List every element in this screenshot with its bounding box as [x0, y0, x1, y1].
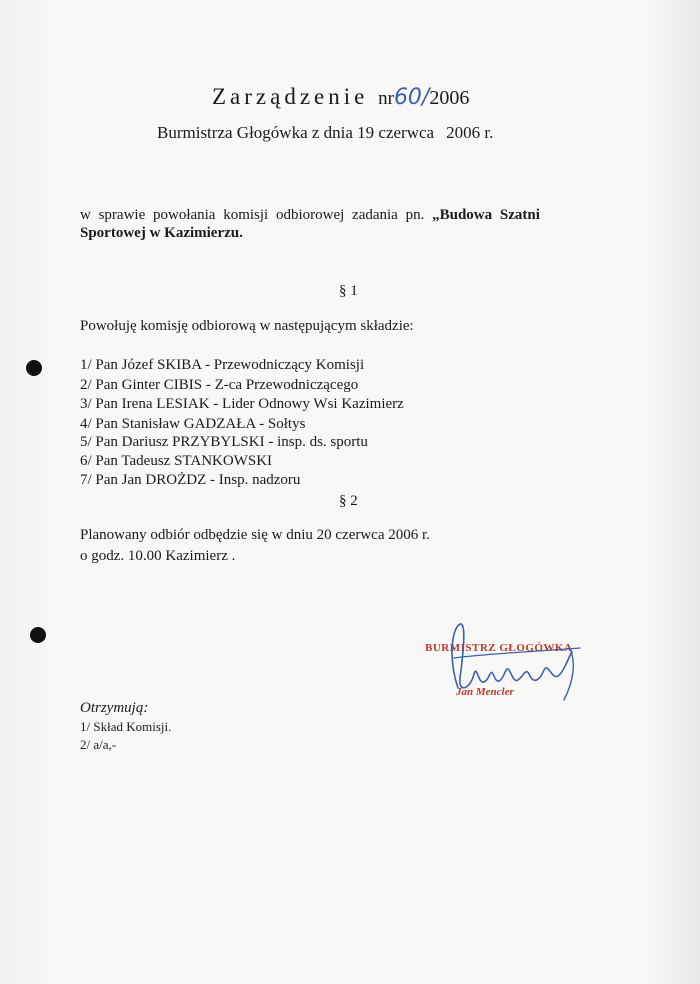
subtitle-year: 2006 r.: [446, 123, 494, 142]
member-7: 7/ Pan Jan DROŻDZ - Insp. nadzoru: [80, 472, 301, 488]
stamp-title: BURMISTRZ GŁOGÓWKA: [425, 642, 573, 654]
matter-line-1-text: w sprawie powołania komisji odbiorowej zadania pn.: [80, 207, 433, 223]
title-year: 2006: [429, 87, 470, 109]
recipient-1: 1/ Skład Komisji.: [80, 719, 172, 734]
subtitle-text: Burmistrza Głogówka z dnia 19 czerwca: [157, 123, 435, 142]
stamp-name: Jan Mencler: [456, 686, 514, 698]
punch-hole-bottom: [30, 627, 46, 643]
document-title: [212, 84, 469, 110]
member-4: 4/ Pan Stanisław GADZAŁA - Sołtys: [80, 416, 306, 432]
matter-line-1: [80, 207, 540, 224]
member-6: 6/ Pan Tadeusz STANKOWSKI: [80, 453, 273, 469]
matter-line-1-bold: „Budowa Szatni: [432, 207, 540, 223]
plan-line-2: o godz. 10.00 Kazimierz .: [80, 548, 236, 564]
recipients-heading: Otrzymują:: [80, 700, 149, 716]
member-2: 2/ Pan Ginter CIBIS - Z-ca Przewodniczącego: [80, 377, 359, 393]
title-word: Zarządzenie: [212, 84, 369, 109]
punch-hole-top: [26, 360, 42, 376]
section-2-symbol: § 2: [339, 493, 358, 509]
commission-intro: Powołuję komisję odbiorową w następującym składzie:: [80, 318, 414, 334]
member-5: 5/ Pan Dariusz PRZYBYLSKI - insp. ds. sportu: [80, 434, 368, 450]
title-nr-handwritten: 60/: [393, 85, 430, 110]
signature: [440, 618, 590, 713]
recipient-2: 2/ a/a,-: [80, 737, 117, 752]
member-3: 3/ Pan Irena LESIAK - Lider Odnowy Wsi Kazimierz: [80, 396, 404, 412]
member-1: 1/ Pan Józef SKIBA - Przewodniczący Komisji: [80, 357, 365, 373]
plan-line-1: Planowany odbiór odbędzie się w dniu 20 czerwca 2006 r.: [80, 527, 430, 543]
document-subtitle: [157, 123, 493, 143]
section-1-symbol: § 1: [339, 283, 358, 299]
matter-line-2: Sportowej w Kazimierzu.: [80, 225, 243, 241]
title-nr-prefix: nr: [378, 88, 394, 109]
